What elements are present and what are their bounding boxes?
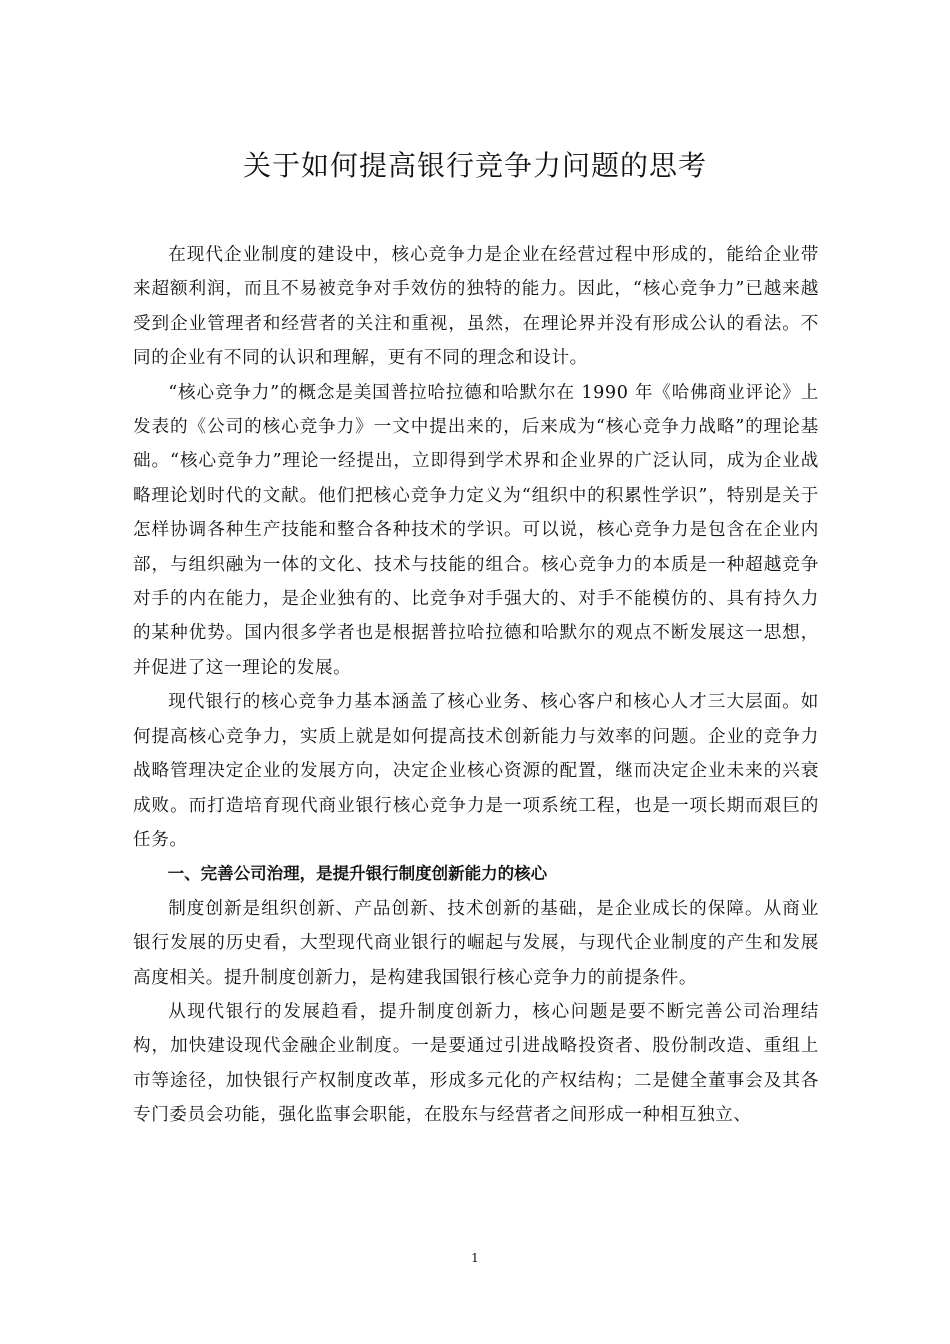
paragraph-3: 现代银行的核心竞争力基本涵盖了核心业务、核心客户和核心人才三大层面。如何提高核心竞争力，实质上就是如何提高技术创新能力与效率的问题。企业的竞争力战略管理决定企业的发展方向，决定企业核心资源的配置，继而决定企业未来的兴衰成败。而打造培育现代商业银行核心竞争力是一项系统工程，也是一项长期而艰巨的任务。 [133, 692, 819, 850]
page-number: 1 [471, 1251, 479, 1265]
section-1-paragraph-1: 制度创新是组织创新、产品创新、技术创新的基础，是企业成长的保障。从商业银行发展的历史看，大型现代商业银行的崛起与发展，与现代企业制度的产生和发展高度相关。提升制度创新力，是构建我国银行核心竞争力的前提条件。 [133, 898, 819, 988]
document-title: 关于如何提高银行竞争力问题的思考 [242, 149, 707, 182]
section-1-paragraph-2: 从现代银行的发展趋看，提升制度创新力，核心问题是要不断完善公司治理结构，加快建设现代金融企业制度。一是要通过引进战略投资者、股份制改造、重组上市等途径，加快银行产权制度改革，形成多元化的产权结构；二是健全董事会及其各专门委员会功能，强化监事会职能，在股东与经营者之间形成一种相互独立、 [133, 1001, 819, 1126]
document-body [133, 238, 819, 1133]
section-1-heading: 一、完善公司治理，是提升银行制度创新能力的核心 [167, 864, 548, 884]
paragraph-1: 在现代企业制度的建设中，核心竞争力是企业在经营过程中形成的，能给企业带来超额利润，而且不易被竞争对手效仿的独特的能力。因此，“核心竞争力”已越来越受到企业管理者和经营者的关注和重视，虽然，在理论界并没有形成公认的看法。不同的企业有不同的认识和理解，更有不同的理念和设计。 [133, 245, 819, 369]
paragraph-2: “核心竞争力”的概念是美国普拉哈拉德和哈默尔在 1990 年《哈佛商业评论》上发表的《公司的核心竞争力》一文中提出来的，后来成为“核心竞争力战略”的理论基础。“核心竞争力”理论一经提出，立即得到学术界和企业界的广泛认同，成为企业战略理论划时代的文献。他们把核心竞争力定义为“组织中的积累性学识”，特别是关于怎样协调各种生产技能和整合各种技术的学识。可以说，核心竞争力是包含在企业内部，与组织融为一体的文化、技术与技能的组合。核心竞争力的本质是一种超越竞争对手的内在能力，是企业独有的、比竞争对手强大的、对手不能模仿的、具有持久力的某种优势。国内很多学者也是根据普拉哈拉德和哈默尔的观点不断发展这一思想，并促进了这一理论的发展。 [133, 382, 819, 678]
